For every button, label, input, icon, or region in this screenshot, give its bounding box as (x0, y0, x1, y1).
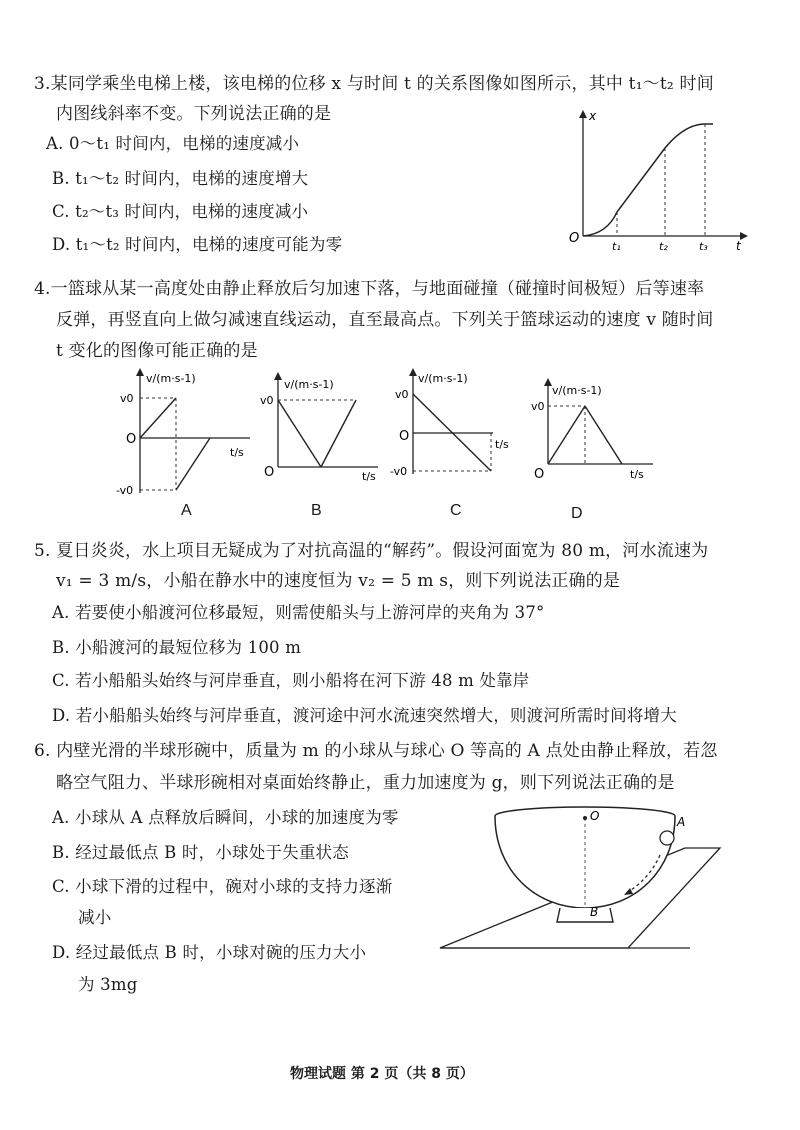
q4-stem-line2: 反弹，再竖直向上做匀减速直线运动，直至最高点。下列关于篮球运动的速度 v 随时间 (56, 310, 714, 330)
q4-graph-d (528, 378, 663, 486)
origin-label: O (534, 467, 545, 482)
rising-segment (548, 406, 585, 464)
q4-caption-c: C (450, 502, 462, 519)
bowl-foot (557, 908, 613, 922)
q4-stem-line3: t 变化的图像可能正确的是 (56, 341, 258, 361)
q4-stem-line1: 4.一篮球从某一高度处由静止释放后匀加速下落，与地面碰撞（碰撞时间极短）后等速率 (34, 279, 705, 299)
q6-stem-line2: 略空气阻力、半球形碗相对桌面始终静止，重力加速度为 g，则下列说法正确的是 (56, 773, 675, 793)
falling-segment (585, 406, 622, 464)
falling-segment (140, 398, 176, 438)
q5-option-a: A. 若要使小船渡河位移最短，则需使船头与上游河岸的夹角为 37° (52, 603, 545, 622)
xt-curve (583, 124, 713, 236)
q5-option-d: D. 若小船船头始终与河岸垂直，渡河途中河水流速突然增大，则渡河所需时间将增大 (52, 706, 677, 725)
x-axis-label: t/s (630, 468, 644, 481)
x-axis-label: t (736, 239, 741, 253)
q6-option-d-line2: 为 3mg (78, 975, 138, 994)
q4-graph-c (388, 368, 523, 483)
center-o-label: O (590, 809, 600, 823)
origin-label: O (569, 231, 580, 246)
ball (660, 831, 674, 845)
q6-option-c-line1: C. 小球下滑的过程中，碗对小球的支持力逐渐 (52, 877, 393, 896)
q4-graph-b (258, 372, 388, 482)
center-point (583, 816, 587, 820)
q3-option-c: C. t₂～t₃ 时间内，电梯的速度减小 (52, 202, 309, 221)
q6-option-d-line1: D. 经过最低点 B 时，小球对碗的压力大小 (52, 943, 367, 962)
rising-segment (176, 438, 210, 490)
t1-label: t₁ (612, 240, 621, 253)
q5-stem-line1: 5. 夏日炎炎，水上项目无疑成为了对抗高温的“解药”。假设河面宽为 80 m，河水流速为 (34, 541, 709, 561)
t3-label: t₃ (699, 240, 708, 253)
v0-label: v0 (120, 392, 134, 405)
neg-v0-label: -v0 (390, 465, 408, 478)
v0-label: v0 (260, 394, 274, 407)
neg-v0-label: -v0 (116, 484, 134, 497)
q4-graph-a (110, 368, 260, 498)
v0-label: v0 (531, 400, 545, 413)
y-axis-label: v/(m·s-1) (146, 372, 196, 385)
q4-caption-d: D (571, 505, 583, 522)
q5-option-c: C. 若小船船头始终与河岸垂直，则小船将在河下游 48 m 处靠岸 (52, 671, 530, 690)
q3-stem-line1: 3.某同学乘坐电梯上楼，该电梯的位移 x 与时间 t 的关系图像如图所示，其中 t₁～t₂ 时间 (34, 74, 714, 94)
q3-xt-graph (555, 108, 750, 258)
y-axis-arrow (579, 110, 587, 118)
v0-label: v0 (395, 388, 409, 401)
x-axis-arrow (740, 232, 748, 240)
q3-option-d: D. t₁～t₂ 时间内，电梯的速度可能为零 (52, 235, 343, 254)
q3-option-a: A. 0～t₁ 时间内，电梯的速度减小 (46, 134, 300, 153)
q6-option-c-line2: 减小 (78, 908, 112, 927)
q6-bowl-figure (420, 800, 760, 970)
point-a-label: A (677, 815, 686, 829)
rising-segment (321, 400, 356, 467)
q5-stem-line2: v₁ = 3 m/s，小船在静水中的速度恒为 v₂ = 5 m s，则下列说法正确的是 (56, 571, 621, 591)
q5-option-b: B. 小船渡河的最短位移为 100 m (52, 638, 302, 657)
y-axis-arrow (409, 368, 417, 376)
falling-segment (278, 400, 321, 467)
q4-caption-b: B (311, 502, 322, 519)
y-axis-arrow (136, 368, 144, 376)
origin-label: O (126, 432, 137, 447)
origin-label: O (264, 465, 275, 480)
q3-option-b: B. t₁～t₂ 时间内，电梯的速度增大 (52, 169, 309, 188)
x-axis-label: t/s (495, 438, 509, 451)
point-b-label: B (590, 905, 599, 919)
page-footer: 物理试题 第 2 页（共 8 页） (290, 1066, 474, 1082)
x-axis-label: t/s (362, 470, 376, 482)
y-axis-arrow (544, 378, 552, 386)
q6-option-a: A. 小球从 A 点释放后瞬间，小球的加速度为零 (52, 808, 399, 827)
q6-stem-line1: 6. 内壁光滑的半球形碗中，质量为 m 的小球从与球心 O 等高的 A 点处由静止释放，若忽 (34, 741, 718, 761)
q4-caption-a: A (181, 502, 192, 519)
x-axis-label: t/s (230, 446, 244, 459)
y-axis-label: v/(m·s-1) (418, 372, 468, 385)
y-axis-label: x (589, 109, 597, 123)
q6-option-b: B. 经过最低点 B 时，小球处于失重状态 (52, 843, 349, 862)
y-axis-label: v/(m·s-1) (552, 384, 602, 397)
origin-label: O (399, 429, 410, 444)
y-axis-arrow (274, 372, 282, 380)
t2-label: t₂ (659, 240, 668, 253)
y-axis-label: v/(m·s-1) (284, 378, 334, 391)
q3-stem-line2: 内图线斜率不变。下列说法正确的是 (56, 104, 332, 124)
